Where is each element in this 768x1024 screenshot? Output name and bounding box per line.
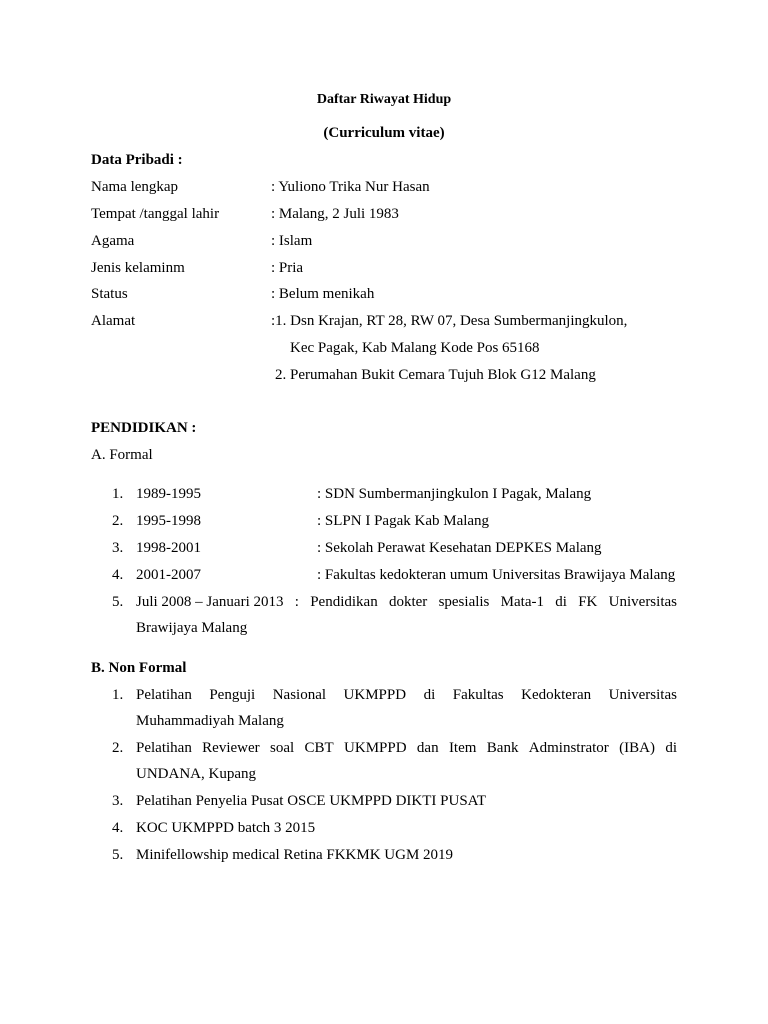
address-line-2: Kec Pagak, Kab Malang Kode Pos 65168: [290, 340, 540, 356]
personal-value: : Belum menikah: [271, 286, 375, 302]
personal-value: : Malang, 2 Juli 1983: [271, 206, 399, 222]
education-heading: PENDIDIKAN :: [91, 420, 197, 436]
address-line-1: :1. Dsn Krajan, RT 28, RW 07, Desa Sumbermanjingkulon,: [271, 313, 628, 329]
nonformal-item-2-line: [136, 740, 677, 757]
formal-period: 1995-1998: [136, 513, 201, 529]
personal-label: Nama lengkap: [91, 179, 179, 195]
word: Penguji: [209, 687, 256, 703]
list-number: 4.: [112, 567, 124, 583]
word: Fakultas: [452, 687, 504, 703]
word: Nasional: [272, 687, 327, 703]
formal-period: Juli 2008 – Januari 2013: [136, 594, 284, 610]
word: Pelatihan: [136, 687, 192, 703]
formal-period: 2001-2007: [136, 567, 201, 583]
personal-data-heading: Data Pribadi :: [91, 152, 183, 168]
word: FK: [578, 594, 598, 610]
personal-value: : Yuliono Trika Nur Hasan: [271, 179, 430, 195]
word: dan: [416, 740, 439, 756]
personal-label: Jenis kelaminm: [91, 260, 185, 276]
nonformal-item-1-line: [136, 687, 677, 704]
formal-heading: A. Formal: [91, 447, 153, 463]
word: :: [294, 594, 299, 610]
formal-period: 1989-1995: [136, 486, 201, 502]
word: UKMPPD: [343, 687, 407, 703]
word: Adminstrator: [528, 740, 609, 756]
formal-item-5-continuation: Brawijaya Malang: [136, 620, 248, 636]
formal-school: : Fakultas kedokteran umum Universitas Brawijaya Malang: [317, 567, 676, 583]
document-title: Daftar Riwayat Hidup: [316, 92, 452, 107]
nonformal-item-2-continuation: UNDANA, Kupang: [136, 766, 256, 782]
list-number: 5.: [112, 847, 124, 863]
word: dokter: [388, 594, 428, 610]
address-line-3: 2. Perumahan Bukit Cemara Tujuh Blok G12 Malang: [275, 367, 596, 383]
list-number: 1.: [112, 687, 124, 703]
formal-item-5-line: [136, 594, 677, 611]
personal-label: Status: [91, 286, 128, 302]
formal-period: 1998-2001: [136, 540, 201, 556]
list-number: 1.: [112, 486, 124, 502]
word: spesialis: [438, 594, 490, 610]
word: di: [665, 740, 677, 756]
word: CBT: [304, 740, 334, 756]
nonformal-heading: B. Non Formal: [91, 660, 187, 676]
nonformal-item: KOC UKMPPD batch 3 2015: [136, 820, 316, 836]
word: Pendidikan: [310, 594, 378, 610]
nonformal-item: Pelatihan Penyelia Pusat OSCE UKMPPD DIKTI PUSAT: [136, 793, 487, 809]
list-number: 2.: [112, 740, 124, 756]
personal-value: : Pria: [271, 260, 304, 276]
nonformal-item-1-continuation: Muhammadiyah Malang: [136, 713, 284, 729]
nonformal-item: Minifellowship medical Retina FKKMK UGM 2019: [136, 847, 454, 863]
word: Pelatihan: [136, 740, 192, 756]
personal-label: Agama: [91, 233, 135, 249]
document-subtitle: (Curriculum vitae): [323, 125, 445, 141]
word: Item: [448, 740, 477, 756]
word: (IBA): [619, 740, 655, 756]
formal-school: : SDN Sumbermanjingkulon I Pagak, Malang: [317, 486, 592, 502]
word: Bank: [486, 740, 519, 756]
word: di: [423, 687, 436, 703]
list-number: 2.: [112, 513, 124, 529]
formal-school: : Sekolah Perawat Kesehatan DEPKES Malang: [317, 540, 602, 556]
word: Mata-1: [500, 594, 544, 610]
list-number: 3.: [112, 793, 124, 809]
word: Reviewer: [202, 740, 260, 756]
personal-label: Alamat: [91, 313, 136, 329]
word: soal: [270, 740, 295, 756]
word: Kedokteran: [521, 687, 592, 703]
word: Universitas: [608, 594, 677, 610]
list-number: 3.: [112, 540, 124, 556]
personal-label: Tempat /tanggal lahir: [91, 206, 220, 222]
list-number: 5.: [112, 594, 124, 610]
formal-school: : SLPN I Pagak Kab Malang: [317, 513, 490, 529]
list-number: 4.: [112, 820, 124, 836]
word: Universitas: [608, 687, 677, 703]
word: di: [555, 594, 567, 610]
personal-value: : Islam: [271, 233, 313, 249]
word: UKMPPD: [344, 740, 407, 756]
